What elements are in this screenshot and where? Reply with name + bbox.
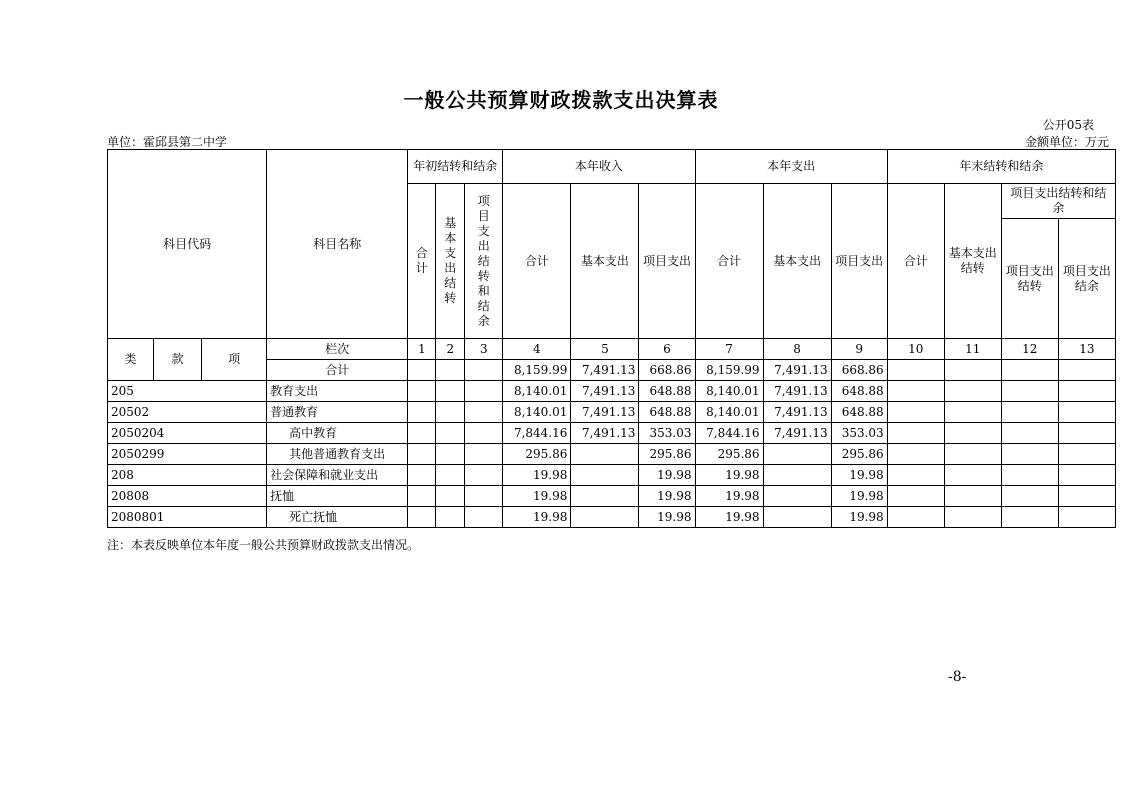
amount-cell: 7,491.13 [763, 423, 831, 444]
amount-cell [887, 444, 944, 465]
header-closing-project-group: 项目支出结转和结余 [1001, 184, 1115, 219]
header-income-project: 项目支出 [639, 184, 695, 339]
total-cell [1001, 360, 1058, 381]
amount-cell [571, 486, 639, 507]
amount-cell [1001, 381, 1058, 402]
amount-cell [465, 465, 503, 486]
total-cell: 7,491.13 [571, 360, 639, 381]
footnote: 注：本表反映单位本年度一般公共预算财政拨款支出情况。 [107, 538, 420, 552]
amount-cell: 353.03 [831, 423, 887, 444]
amount-cell [465, 423, 503, 444]
amount-cell [944, 381, 1001, 402]
amount-cell [944, 486, 1001, 507]
amount-cell: 19.98 [831, 507, 887, 528]
amount-cell [1001, 444, 1058, 465]
amount-cell [465, 507, 503, 528]
subject-name-cell: 教育支出 [267, 381, 408, 402]
col-number: 12 [1001, 339, 1058, 360]
amount-cell [763, 507, 831, 528]
amount-cell: 648.88 [639, 381, 695, 402]
amount-cell [408, 444, 436, 465]
amount-cell [571, 507, 639, 528]
amount-cell [944, 465, 1001, 486]
col-number: 13 [1058, 339, 1115, 360]
header-closing-project-balance: 项目支出结余 [1058, 219, 1115, 339]
form-number: 公开05表 [1042, 118, 1094, 132]
total-cell [465, 360, 503, 381]
subject-name-cell: 高中教育 [267, 423, 408, 444]
amount-cell: 7,491.13 [571, 423, 639, 444]
header-opening-project: 项目支出结转和结余 [465, 184, 503, 339]
header-closing-group: 年末结转和结余 [887, 150, 1115, 184]
subject-name-cell: 抚恤 [267, 486, 408, 507]
total-cell [1058, 360, 1115, 381]
amount-cell [1058, 507, 1115, 528]
subject-name-cell: 死亡抚恤 [267, 507, 408, 528]
amount-cell [571, 444, 639, 465]
col-number: 9 [831, 339, 887, 360]
header-income-basic: 基本支出 [571, 184, 639, 339]
total-cell [408, 360, 436, 381]
total-label: 合计 [267, 360, 408, 381]
amount-cell [944, 423, 1001, 444]
table-row [108, 444, 1116, 465]
amount-cell [763, 486, 831, 507]
amount-cell [944, 507, 1001, 528]
table-row [108, 507, 1116, 528]
amount-cell [944, 444, 1001, 465]
col-number: 4 [503, 339, 571, 360]
col-number: 6 [639, 339, 695, 360]
amount-cell: 19.98 [503, 507, 571, 528]
header-item: 项 [202, 339, 267, 381]
amount-cell [887, 381, 944, 402]
header-class: 类 [108, 339, 154, 381]
amount-cell [408, 381, 436, 402]
subject-name-cell: 普通教育 [267, 402, 408, 423]
header-income-total: 合计 [503, 184, 571, 339]
amount-cell: 353.03 [639, 423, 695, 444]
total-cell [944, 360, 1001, 381]
total-cell: 668.86 [831, 360, 887, 381]
table-row [108, 381, 1116, 402]
amount-cell [887, 507, 944, 528]
amount-cell: 8,140.01 [695, 402, 763, 423]
amount-cell: 19.98 [639, 465, 695, 486]
col-number: 2 [436, 339, 465, 360]
amount-cell [408, 465, 436, 486]
amount-cell [763, 465, 831, 486]
subject-code-cell: 2050204 [108, 423, 267, 444]
header-closing-basic: 基本支出结转 [944, 184, 1001, 339]
header-expend-basic: 基本支出 [763, 184, 831, 339]
amount-cell: 19.98 [503, 465, 571, 486]
amount-cell [436, 465, 465, 486]
col-number: 3 [465, 339, 503, 360]
amount-cell [436, 381, 465, 402]
amount-cell: 19.98 [639, 507, 695, 528]
amount-cell [1001, 402, 1058, 423]
amount-cell: 648.88 [831, 402, 887, 423]
amount-cell: 648.88 [831, 381, 887, 402]
amount-cell [1058, 444, 1115, 465]
col-number: 5 [571, 339, 639, 360]
header-opening-group: 年初结转和结余 [408, 150, 503, 184]
amount-cell: 295.86 [695, 444, 763, 465]
amount-cell: 8,140.01 [503, 381, 571, 402]
amount-cell: 295.86 [831, 444, 887, 465]
amount-cell [1058, 465, 1115, 486]
amount-cell [436, 507, 465, 528]
header-expend-group: 本年支出 [695, 150, 887, 184]
page-number: -8- [948, 669, 967, 685]
subject-code-cell: 208 [108, 465, 267, 486]
total-cell: 8,159.99 [503, 360, 571, 381]
amount-cell [1058, 402, 1115, 423]
currency-unit-label: 金额单位：万元 [1024, 135, 1109, 149]
subject-name-cell: 社会保障和就业支出 [267, 465, 408, 486]
amount-cell [1058, 381, 1115, 402]
page-title: 一般公共预算财政拨款支出决算表 [403, 88, 719, 112]
amount-cell: 295.86 [639, 444, 695, 465]
header-expend-total: 合计 [695, 184, 763, 339]
amount-cell [436, 486, 465, 507]
column-number-row [108, 339, 1116, 360]
amount-cell [763, 444, 831, 465]
subject-code-cell: 2080801 [108, 507, 267, 528]
amount-cell [1001, 486, 1058, 507]
total-cell: 7,491.13 [763, 360, 831, 381]
amount-cell [1058, 423, 1115, 444]
table-row [108, 486, 1116, 507]
amount-cell [887, 465, 944, 486]
col-number: 8 [763, 339, 831, 360]
amount-cell: 19.98 [695, 465, 763, 486]
col-number: 1 [408, 339, 436, 360]
subject-code-cell: 205 [108, 381, 267, 402]
table-row [108, 423, 1116, 444]
header-opening-basic: 基本支出结转 [436, 184, 465, 339]
table-row [108, 465, 1116, 486]
unit-label: 单位：霍邱县第二中学 [107, 135, 228, 149]
amount-cell [408, 423, 436, 444]
amount-cell: 7,491.13 [571, 402, 639, 423]
col-number: 7 [695, 339, 763, 360]
header-column-no: 栏次 [267, 339, 408, 360]
amount-cell: 7,491.13 [763, 402, 831, 423]
amount-cell [408, 486, 436, 507]
amount-cell: 295.86 [503, 444, 571, 465]
total-cell: 668.86 [639, 360, 695, 381]
amount-cell [465, 486, 503, 507]
amount-cell: 7,844.16 [503, 423, 571, 444]
amount-cell [1001, 507, 1058, 528]
amount-cell [465, 381, 503, 402]
header-closing-total: 合计 [887, 184, 944, 339]
amount-cell: 19.98 [831, 486, 887, 507]
amount-cell [436, 444, 465, 465]
table-row [108, 402, 1116, 423]
amount-cell: 8,140.01 [503, 402, 571, 423]
amount-cell: 7,491.13 [763, 381, 831, 402]
col-number: 11 [944, 339, 1001, 360]
header-closing-project-carry: 项目支出结转 [1001, 219, 1058, 339]
header-expend-project: 项目支出 [831, 184, 887, 339]
amount-cell: 8,140.01 [695, 381, 763, 402]
amount-cell [408, 507, 436, 528]
amount-cell: 648.88 [639, 402, 695, 423]
amount-cell: 7,844.16 [695, 423, 763, 444]
header-section: 款 [154, 339, 202, 381]
subject-code-cell: 2050299 [108, 444, 267, 465]
header-income-group: 本年收入 [503, 150, 695, 184]
subject-code-cell: 20502 [108, 402, 267, 423]
amount-cell [887, 423, 944, 444]
amount-cell [887, 402, 944, 423]
amount-cell [571, 465, 639, 486]
header-subject-name: 科目名称 [267, 150, 408, 339]
amount-cell: 7,491.13 [571, 381, 639, 402]
total-cell [436, 360, 465, 381]
amount-cell [887, 486, 944, 507]
amount-cell [1001, 423, 1058, 444]
amount-cell [1058, 486, 1115, 507]
subject-name-cell: 其他普通教育支出 [267, 444, 408, 465]
amount-cell [465, 444, 503, 465]
amount-cell [408, 402, 436, 423]
col-number: 10 [887, 339, 944, 360]
amount-cell [436, 423, 465, 444]
total-cell: 8,159.99 [695, 360, 763, 381]
amount-cell: 19.98 [639, 486, 695, 507]
amount-cell: 19.98 [503, 486, 571, 507]
expenditure-table [107, 149, 1116, 528]
total-cell [887, 360, 944, 381]
header-opening-total: 合计 [408, 184, 436, 339]
amount-cell: 19.98 [831, 465, 887, 486]
subject-code-cell: 20808 [108, 486, 267, 507]
amount-cell: 19.98 [695, 486, 763, 507]
amount-cell [1001, 465, 1058, 486]
amount-cell [944, 402, 1001, 423]
amount-cell [465, 402, 503, 423]
header-subject-code: 科目代码 [108, 150, 267, 339]
amount-cell [436, 402, 465, 423]
amount-cell: 19.98 [695, 507, 763, 528]
